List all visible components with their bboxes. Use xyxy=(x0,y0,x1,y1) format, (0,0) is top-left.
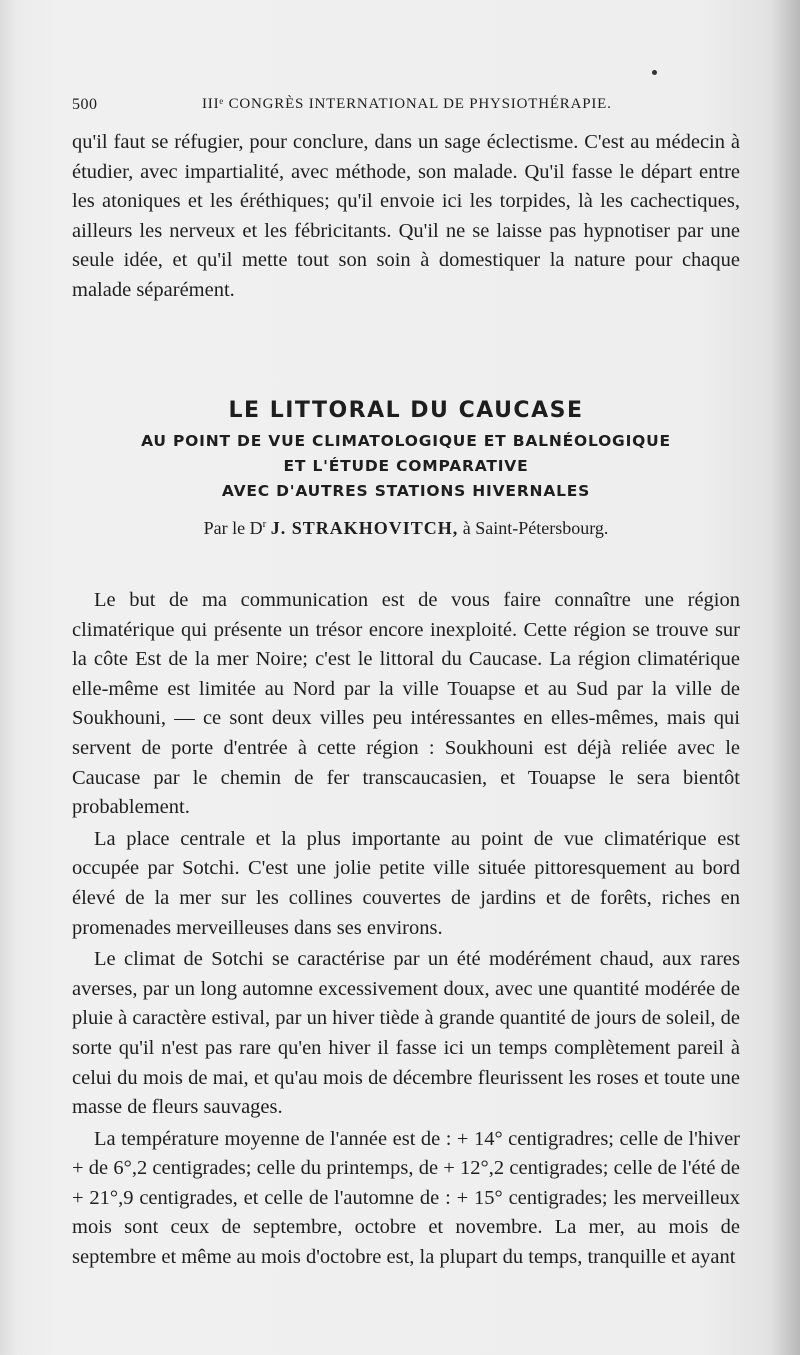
section-heading xyxy=(72,398,740,504)
section-title: LE LITTORAL DU CAUCASE xyxy=(228,398,584,423)
paragraph: La place centrale et la plus importante au point de vue climatérique est occupée par Sotchi. C'est une jolie petite ville située pittoresquement au bord élevé de la mer sur les collines couvertes de jardins et de forêts, riches en promenades merveilleuses dans ses environs. xyxy=(72,827,740,939)
section-subtitle-line: AVEC D'AUTRES STATIONS HIVERNALES xyxy=(221,482,591,500)
article-body xyxy=(72,586,740,1275)
paragraph: qu'il faut se réfugier, pour conclure, dans un sage éclectisme. C'est au médecin à étudier, avec impartialité, avec méthode, son malade. Qu'il fasse le départ entre les atoniques et les éréthiques; qu'il envoie ici les torpides, là les cachectiques, ailleurs les nerveux et les fébricitants. Qu'il ne se laisse pas hypnotiser par une seule idée, et qu'il mette tout son soin à domestiquer la nature pour chaque malade séparément. xyxy=(72,131,740,301)
section-subtitle-line: AU POINT DE VUE CLIMATOLOGIQUE ET BALNÉOLOGIQUE xyxy=(141,432,671,450)
author-name: J. STRAKHOVITCH, xyxy=(270,518,459,538)
author-byline xyxy=(72,518,740,539)
author-location: à Saint-Pétersbourg. xyxy=(462,518,609,538)
section-subtitle-line: ET L'ÉTUDE COMPARATIVE xyxy=(283,457,529,475)
paragraph: Le but de ma communication est de vous faire connaître une région climatérique qui présente un trésor encore inexploité. Cette région se trouve sur la côte Est de la mer Noire; c'est le littoral du Caucase. La région climatérique elle-même est limitée au Nord par la ville Touapse et au Sud par la ville de Soukhouni, — ce sont deux villes peu intéressantes en elles-mêmes, mais qui servent de porte d'entrée à cette région : Soukhouni est déjà reliée avec le Caucase par le chemin de fer transcaucasien, et Touapse le sera bientôt probablement. xyxy=(72,589,740,819)
byline-sup: r xyxy=(262,518,267,530)
paragraph: La température moyenne de l'année est de : + 14° centigradres; celle de l'hiver + de 6°,2 centigrades; celle du printemps, de + 12°,2 centigrades; celle de l'été de + 21°,9 centigrades, et celle de l'automne de : + 15° centigrades; les merveilleux mois sont ceux de septembre, octobre et novembre. La mer, au mois de septembre et même au mois d'octobre est, la plupart du temps, tranquille et ayant xyxy=(72,1127,740,1269)
page-number: 500 xyxy=(72,96,98,113)
paragraph: Le climat de Sotchi se caractérise par un été modérément chaud, aux rares averses, par un long automne excessivement doux, avec une quantité modérée de pluie à caractère estival, par un hiver tiède à grande quantité de jours de soleil, de sorte qu'il n'est pas rare qu'en hiver il fasse ici un temps complètement pareil à celui du mois de mai, et qu'au mois de décembre fleurissent les roses et toute une masse de fleurs sauvages. xyxy=(72,948,740,1119)
page-header xyxy=(72,96,740,120)
ink-speck xyxy=(652,70,657,75)
byline-prefix: Par le D xyxy=(203,518,263,538)
continuation-text xyxy=(72,128,740,306)
running-head: IIIᵉ CONGRÈS INTERNATIONAL DE PHYSIOTHÉRAPIE. xyxy=(202,96,612,112)
